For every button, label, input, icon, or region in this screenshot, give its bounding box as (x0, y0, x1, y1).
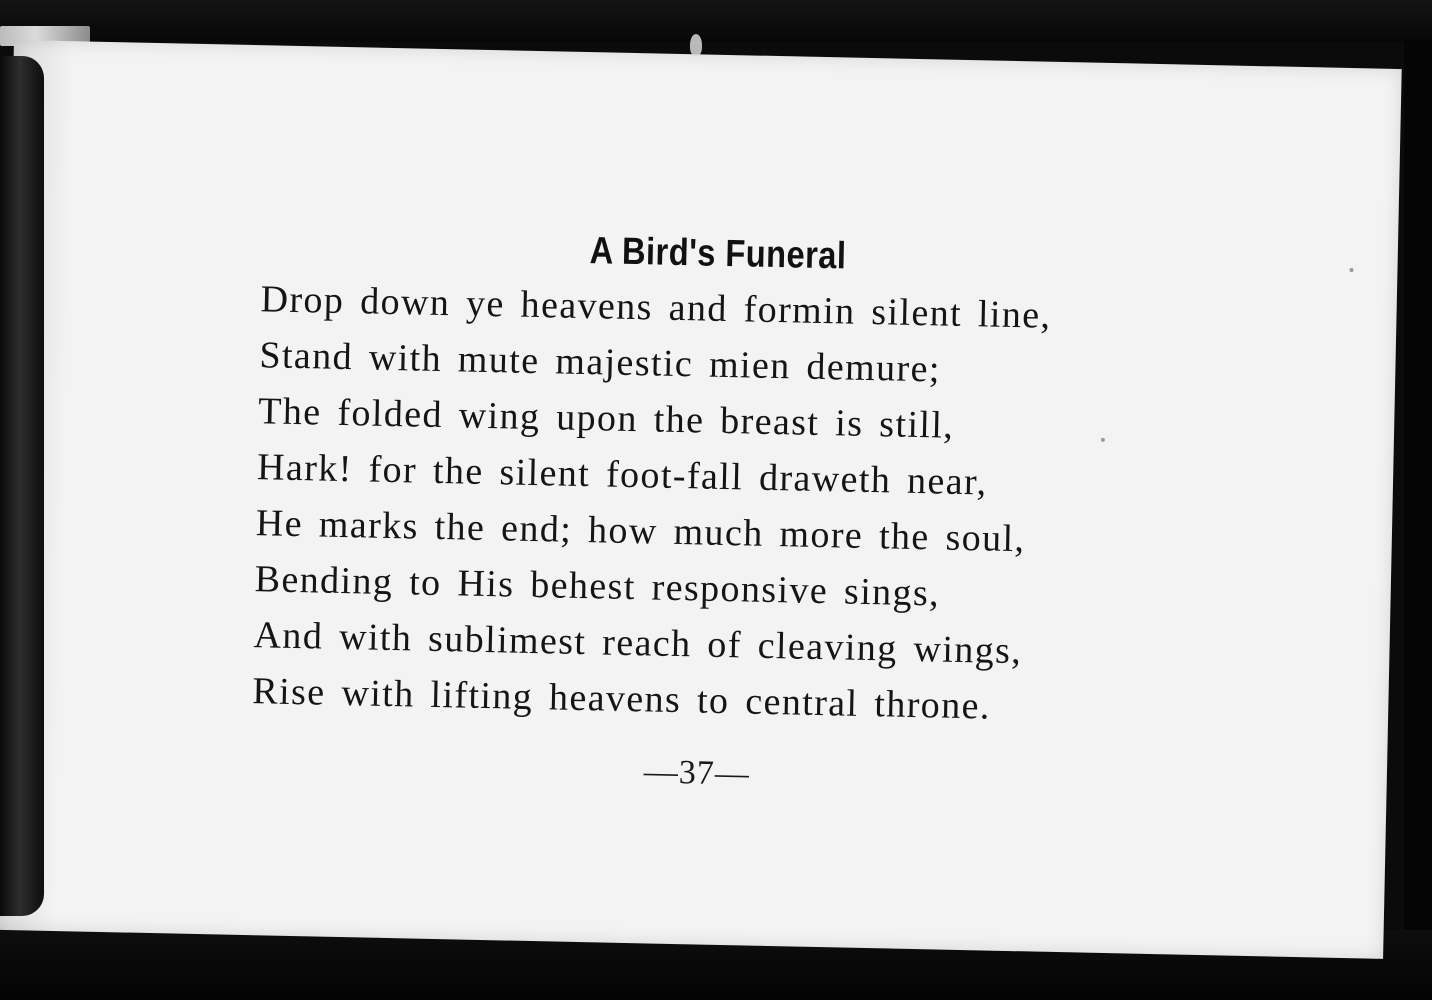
poem-line: The folded wing upon the breast is still, (257, 390, 955, 447)
film-right-edge (1404, 40, 1432, 960)
poem-line: Drop down ye heavens and formin silent line, (260, 278, 1052, 337)
poem-line: Bending to His behest responsive sings, (254, 558, 941, 615)
film-mark (690, 34, 702, 56)
dust-speck (1101, 438, 1105, 442)
dust-speck (1349, 268, 1353, 272)
poem-line: And with sublimest reach of cleaving wings, (253, 614, 1023, 673)
poem-line: Stand with mute majestic mien demure; (259, 334, 942, 391)
poem-title: A Bird's Funeral (589, 230, 847, 278)
poem-body (252, 271, 1052, 735)
book-binding-edge (0, 56, 44, 916)
poem-line: Hark! for the silent foot-fall draweth near, (256, 446, 988, 504)
book-page (0, 40, 1402, 959)
poem-line: Rise with lifting heavens to central throne. (251, 670, 992, 728)
poem-line: He marks the end; how much more the soul, (255, 502, 1026, 561)
film-top-edge (0, 0, 1432, 42)
page-number: —37— (643, 753, 751, 793)
